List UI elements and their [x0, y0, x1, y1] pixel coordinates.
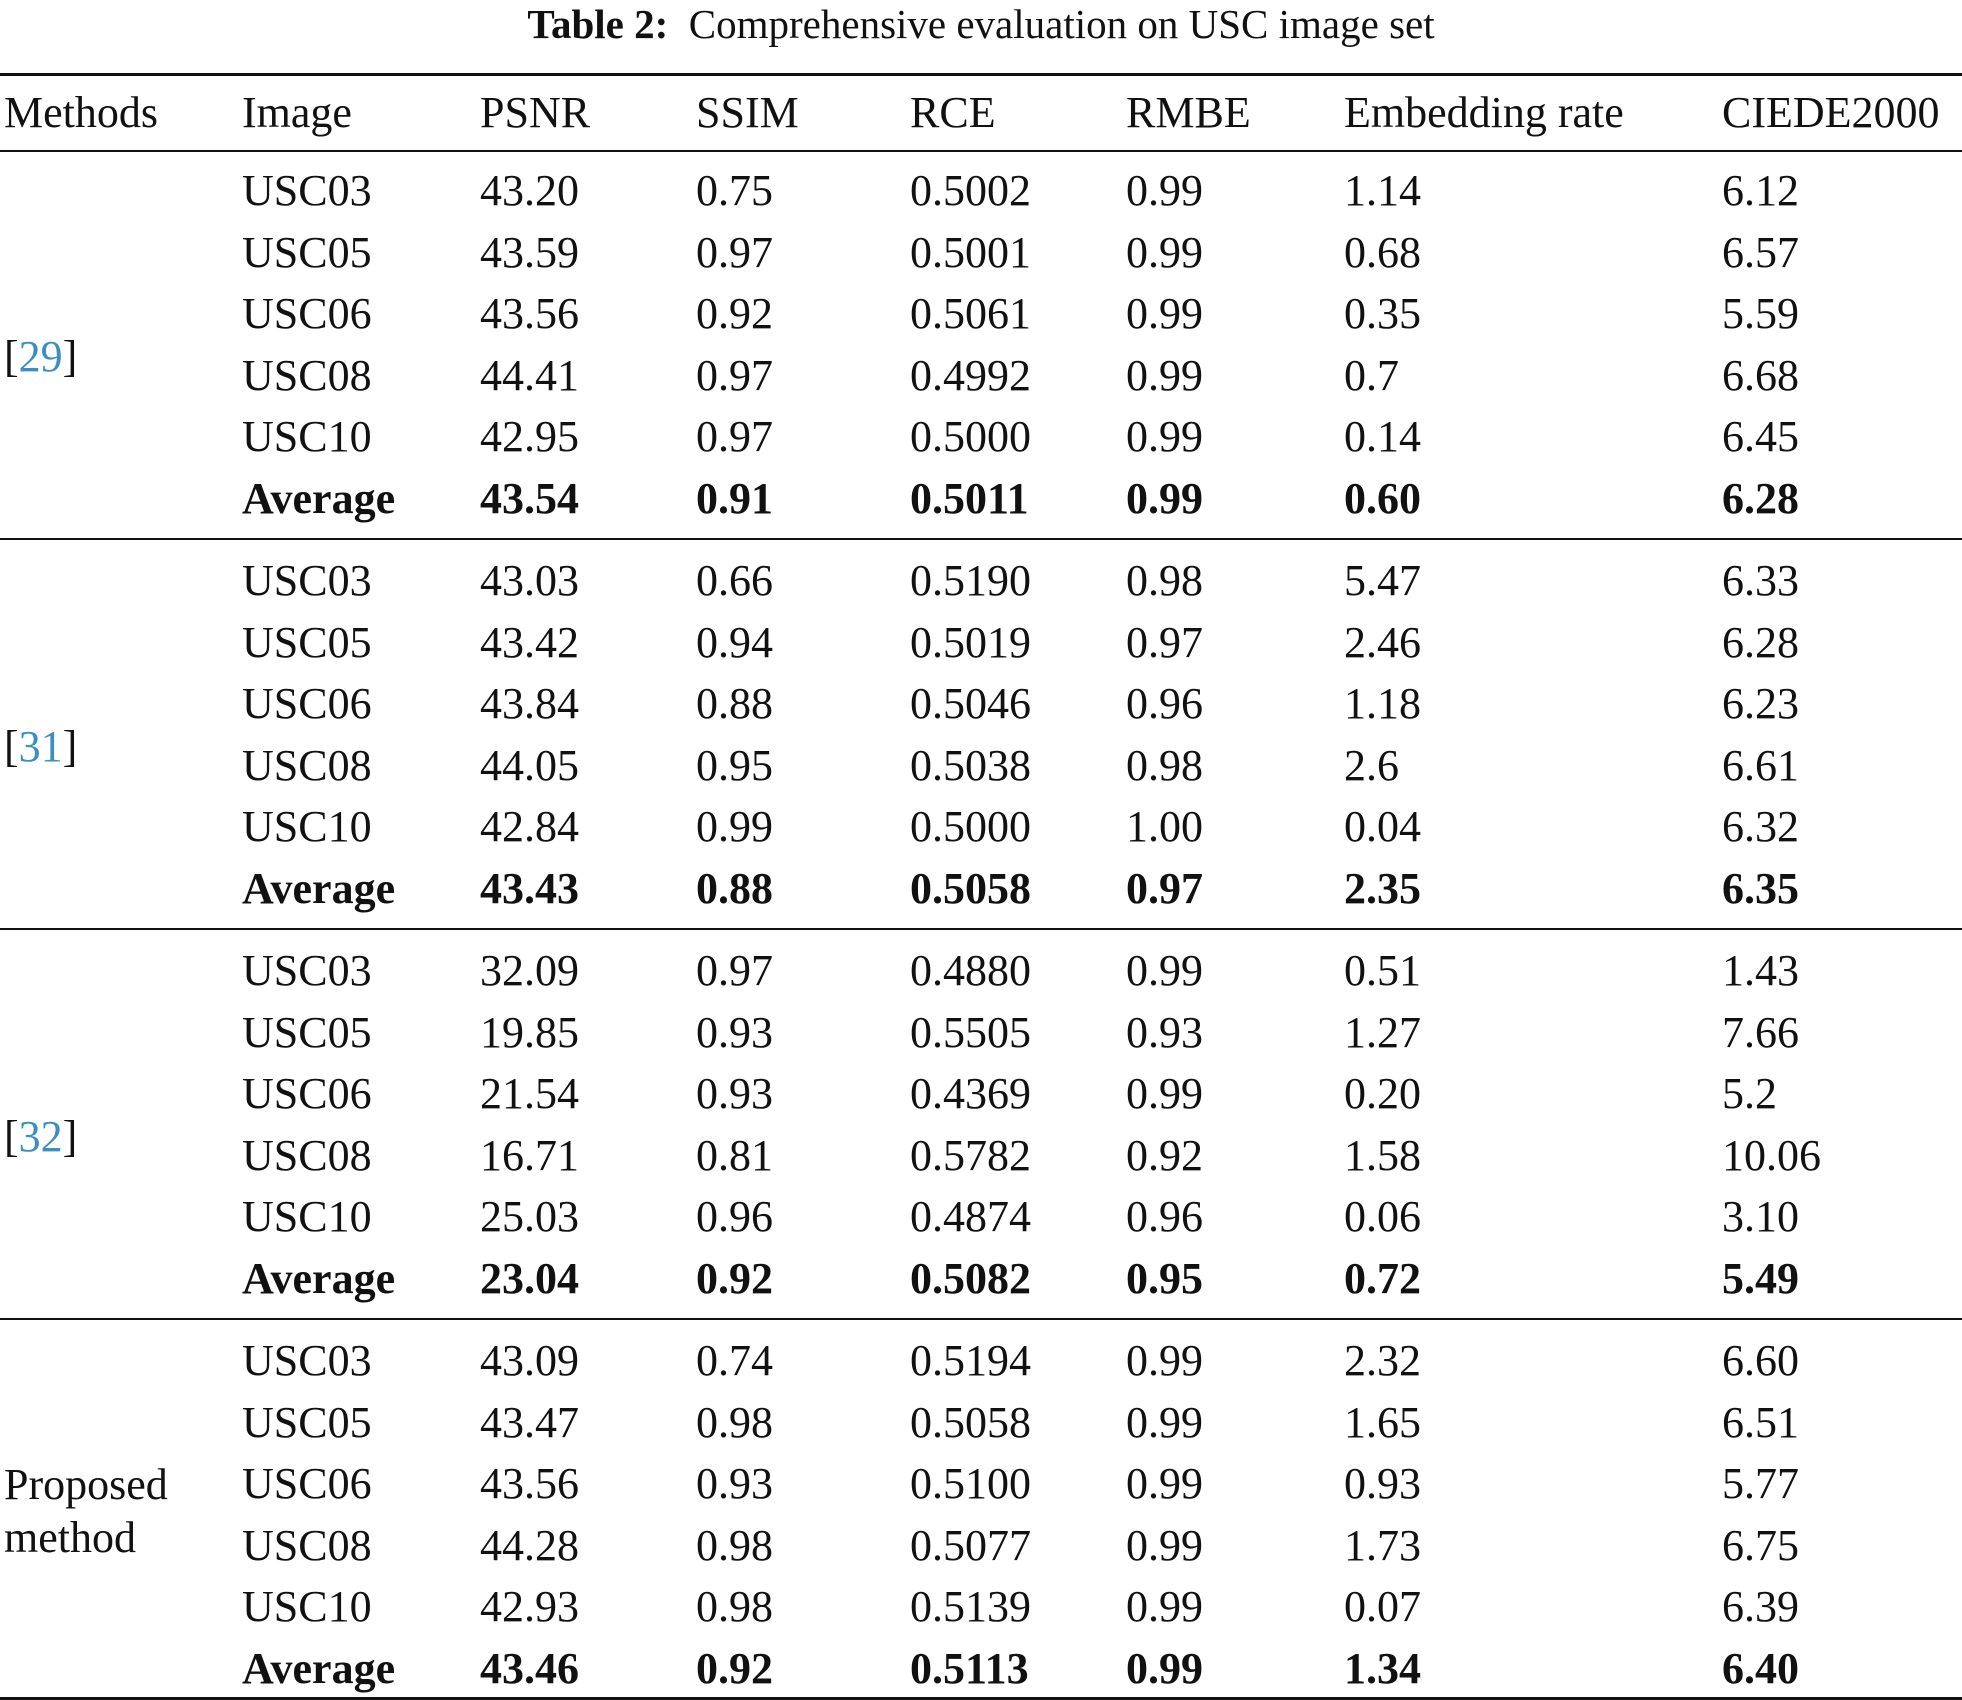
image-name-cell: USC08 — [242, 1130, 372, 1180]
table-cell: 43.59 — [480, 227, 579, 277]
table-cell: 6.57 — [1722, 227, 1799, 277]
average-cell: 6.40 — [1722, 1643, 1799, 1693]
average-cell: 0.92 — [696, 1643, 773, 1693]
table-cell: 6.61 — [1722, 740, 1799, 790]
table-cell: 16.71 — [480, 1130, 579, 1180]
table-cell: 0.99 — [696, 802, 773, 851]
method-label — [4, 330, 77, 384]
table-cell: 44.05 — [480, 740, 579, 790]
column-header: Methods — [4, 88, 158, 137]
image-name-cell: USC03 — [242, 166, 372, 215]
table-cell: 1.43 — [1722, 946, 1799, 995]
table-cell: 0.97 — [1126, 617, 1203, 667]
table-cell: 0.06 — [1344, 1192, 1421, 1241]
average-cell: 0.88 — [696, 863, 773, 913]
table-cell: 6.51 — [1722, 1397, 1799, 1447]
column-header: PSNR — [480, 88, 591, 137]
table-cell: 19.85 — [480, 1007, 579, 1057]
average-cell: 0.92 — [696, 1253, 773, 1303]
table-cell: 0.99 — [1126, 946, 1203, 995]
image-name-cell: USC05 — [242, 227, 372, 277]
table-cell: 6.32 — [1722, 802, 1799, 851]
table-rule — [0, 150, 1962, 152]
table-cell: 0.97 — [696, 412, 773, 461]
table-cell: 0.98 — [1126, 556, 1203, 605]
table-cell: 5.2 — [1722, 1069, 1777, 1118]
image-name-cell: USC10 — [242, 1192, 372, 1241]
table-cell: 0.99 — [1126, 1336, 1203, 1385]
bracket-close: ] — [62, 1112, 78, 1161]
image-name-cell: USC06 — [242, 1069, 372, 1118]
table-cell: 0.75 — [696, 166, 773, 215]
table-cell: 0.4874 — [910, 1192, 1031, 1241]
table-cell: 6.75 — [1722, 1520, 1799, 1570]
image-name-cell: USC10 — [242, 412, 372, 461]
table-cell: 0.14 — [1344, 412, 1421, 461]
image-name-cell: USC05 — [242, 1397, 372, 1447]
table-cell: 0.99 — [1126, 1069, 1203, 1118]
table-cell: 0.68 — [1344, 227, 1421, 277]
average-cell: 0.5113 — [910, 1643, 1029, 1693]
table-cell: 0.5001 — [910, 227, 1031, 277]
bracket-open: [ — [4, 332, 19, 381]
table-rule — [0, 73, 1962, 76]
table-cell: 6.23 — [1722, 679, 1799, 728]
average-cell: 0.5082 — [910, 1253, 1031, 1303]
table-cell: 0.5000 — [910, 412, 1031, 461]
method-label: method — [4, 1513, 136, 1562]
image-name-cell: USC03 — [242, 556, 372, 605]
table-cell: 21.54 — [480, 1069, 579, 1118]
caption-text: Comprehensive evaluation on USC image set — [688, 1, 1435, 47]
average-label: Average — [242, 1253, 396, 1303]
table-cell: 2.32 — [1344, 1336, 1421, 1385]
reference-link[interactable]: 32 — [18, 1112, 63, 1161]
method-label — [4, 720, 77, 774]
table-cell: 0.96 — [1126, 679, 1203, 728]
image-name-cell: USC05 — [242, 1007, 372, 1057]
image-name-cell: USC08 — [242, 350, 372, 400]
table-cell: 0.99 — [1126, 1397, 1203, 1447]
average-label: Average — [242, 863, 396, 913]
column-header: Image — [242, 88, 352, 137]
table-cell: 0.4880 — [910, 946, 1031, 995]
table-cell: 0.04 — [1344, 802, 1421, 851]
table-cell: 42.93 — [480, 1582, 579, 1631]
table-cell: 0.99 — [1126, 350, 1203, 400]
table-cell: 3.10 — [1722, 1192, 1799, 1241]
bracket-close: ] — [62, 722, 78, 771]
table-cell: 0.5782 — [910, 1130, 1031, 1180]
table-cell: 43.42 — [480, 617, 579, 667]
table-cell: 0.92 — [1126, 1130, 1203, 1180]
table-cell: 43.47 — [480, 1397, 579, 1447]
table-cell: 44.28 — [480, 1520, 579, 1570]
average-cell: 23.04 — [480, 1253, 579, 1303]
image-name-cell: USC06 — [242, 679, 372, 728]
table-cell: 0.98 — [696, 1397, 773, 1447]
image-name-cell: USC03 — [242, 1336, 372, 1385]
table-cell: 25.03 — [480, 1192, 579, 1241]
table-cell: 0.95 — [696, 740, 773, 790]
table-cell: 42.84 — [480, 802, 579, 851]
bracket-open: [ — [4, 722, 19, 771]
table-cell: 5.77 — [1722, 1459, 1799, 1508]
table-cell: 1.14 — [1344, 166, 1421, 215]
table-cell: 1.73 — [1344, 1520, 1421, 1570]
image-name-cell: USC06 — [242, 289, 372, 338]
table-cell: 0.5058 — [910, 1397, 1031, 1447]
table-cell: 0.74 — [696, 1336, 773, 1385]
table-cell: 0.98 — [1126, 740, 1203, 790]
table-cell: 0.81 — [696, 1130, 773, 1180]
caption-label: Table 2: — [527, 1, 669, 47]
table-cell: 43.09 — [480, 1336, 579, 1385]
column-header: Embedding rate — [1344, 88, 1624, 137]
table-cell: 5.47 — [1344, 556, 1421, 605]
bracket-open: [ — [4, 1112, 19, 1161]
table-cell: 43.20 — [480, 166, 579, 215]
table-cell: 5.59 — [1722, 289, 1799, 338]
table-cell: 6.33 — [1722, 556, 1799, 605]
image-name-cell: USC10 — [242, 802, 372, 851]
table-cell: 0.5002 — [910, 166, 1031, 215]
table-cell: 0.99 — [1126, 1582, 1203, 1631]
average-label: Average — [242, 473, 396, 523]
table-cell: 0.5061 — [910, 289, 1031, 338]
table-cell: 43.56 — [480, 1459, 579, 1508]
table-cell: 2.6 — [1344, 740, 1399, 790]
method-label — [4, 1110, 77, 1164]
table-cell: 0.5505 — [910, 1007, 1031, 1057]
column-header: SSIM — [696, 88, 799, 137]
average-cell: 1.34 — [1344, 1643, 1421, 1693]
table-cell: 1.00 — [1126, 802, 1203, 851]
image-name-cell: USC08 — [242, 1520, 372, 1570]
table-cell: 44.41 — [480, 350, 579, 400]
table-cell: 0.88 — [696, 679, 773, 728]
average-cell: 0.72 — [1344, 1253, 1421, 1303]
table-cell: 0.92 — [696, 289, 773, 338]
table-cell: 32.09 — [480, 946, 579, 995]
table-cell: 0.35 — [1344, 289, 1421, 338]
average-cell: 6.35 — [1722, 863, 1799, 913]
table-cell: 1.18 — [1344, 679, 1421, 728]
table-cell: 0.66 — [696, 556, 773, 605]
table-cell: 42.95 — [480, 412, 579, 461]
table-cell: 0.98 — [696, 1582, 773, 1631]
table-cell: 6.68 — [1722, 350, 1799, 400]
table-cell: 0.5000 — [910, 802, 1031, 851]
table-cell: 0.99 — [1126, 289, 1203, 338]
table-cell: 0.5019 — [910, 617, 1031, 667]
table-cell: 6.60 — [1722, 1336, 1799, 1385]
bracket-close: ] — [62, 332, 78, 381]
table-cell: 0.99 — [1126, 166, 1203, 215]
table-caption — [0, 0, 1962, 48]
table-cell: 0.96 — [696, 1192, 773, 1241]
table-cell: 0.5046 — [910, 679, 1031, 728]
table-cell: 1.27 — [1344, 1007, 1421, 1057]
table-cell: 0.98 — [696, 1520, 773, 1570]
image-name-cell: USC08 — [242, 740, 372, 790]
table-cell: 0.97 — [696, 946, 773, 995]
average-cell: 0.99 — [1126, 473, 1203, 523]
table-cell: 6.45 — [1722, 412, 1799, 461]
average-label: Average — [242, 1643, 396, 1693]
table-cell: 0.93 — [696, 1069, 773, 1118]
table-cell: 0.5190 — [910, 556, 1031, 605]
table-cell: 6.39 — [1722, 1582, 1799, 1631]
table-cell: 0.93 — [1344, 1459, 1421, 1508]
table-cell: 0.4369 — [910, 1069, 1031, 1118]
table-cell: 1.65 — [1344, 1397, 1421, 1447]
image-name-cell: USC10 — [242, 1582, 372, 1631]
column-header: RMBE — [1126, 88, 1251, 137]
table-cell: 0.99 — [1126, 412, 1203, 461]
table-cell: 0.99 — [1126, 227, 1203, 277]
table-cell: 0.5077 — [910, 1520, 1031, 1570]
reference-link[interactable]: 31 — [18, 722, 63, 771]
image-name-cell: USC05 — [242, 617, 372, 667]
table-cell: 1.58 — [1344, 1130, 1421, 1180]
image-name-cell: USC06 — [242, 1459, 372, 1508]
table-cell: 2.46 — [1344, 617, 1421, 667]
table-cell: 0.97 — [696, 227, 773, 277]
average-cell: 43.46 — [480, 1643, 579, 1693]
average-cell: 43.43 — [480, 863, 579, 913]
average-cell: 0.91 — [696, 473, 773, 523]
table-cell: 0.93 — [696, 1007, 773, 1057]
table-rule — [0, 1318, 1962, 1320]
table-cell: 10.06 — [1722, 1130, 1821, 1180]
table-cell: 7.66 — [1722, 1007, 1799, 1057]
table-cell: 0.93 — [1126, 1007, 1203, 1057]
table-cell: 0.07 — [1344, 1582, 1421, 1631]
average-cell: 6.28 — [1722, 473, 1799, 523]
table-cell: 43.03 — [480, 556, 579, 605]
table-cell: 0.99 — [1126, 1459, 1203, 1508]
table-cell: 43.56 — [480, 289, 579, 338]
table-cell: 0.5100 — [910, 1459, 1031, 1508]
table-cell: 0.5038 — [910, 740, 1031, 790]
table-cell: 6.28 — [1722, 617, 1799, 667]
table-cell: 6.12 — [1722, 166, 1799, 215]
average-cell: 0.97 — [1126, 863, 1203, 913]
average-cell: 0.5011 — [910, 473, 1029, 523]
table-cell: 43.84 — [480, 679, 579, 728]
average-cell: 0.60 — [1344, 473, 1421, 523]
table-cell: 0.96 — [1126, 1192, 1203, 1241]
average-cell: 0.99 — [1126, 1643, 1203, 1693]
table-rule — [0, 928, 1962, 930]
image-name-cell: USC03 — [242, 946, 372, 995]
table-cell: 0.99 — [1126, 1520, 1203, 1570]
table-cell: 0.5194 — [910, 1336, 1031, 1385]
average-cell: 43.54 — [480, 473, 579, 523]
table-cell: 0.93 — [696, 1459, 773, 1508]
table-cell: 0.4992 — [910, 350, 1031, 400]
table-cell: 0.7 — [1344, 350, 1399, 400]
table-cell: 0.5139 — [910, 1582, 1031, 1631]
table-rule — [0, 538, 1962, 540]
table-cell: 0.94 — [696, 617, 773, 667]
average-cell: 0.95 — [1126, 1253, 1203, 1303]
table-cell: 0.51 — [1344, 946, 1421, 995]
table-cell: 0.20 — [1344, 1069, 1421, 1118]
column-header: CIEDE2000 — [1722, 88, 1940, 137]
reference-link[interactable]: 29 — [18, 332, 63, 381]
average-cell: 0.5058 — [910, 863, 1031, 913]
table-cell: 0.97 — [696, 350, 773, 400]
column-header: RCE — [910, 88, 996, 137]
method-label: Proposed — [4, 1460, 168, 1509]
average-cell: 2.35 — [1344, 863, 1421, 913]
average-cell: 5.49 — [1722, 1253, 1799, 1303]
